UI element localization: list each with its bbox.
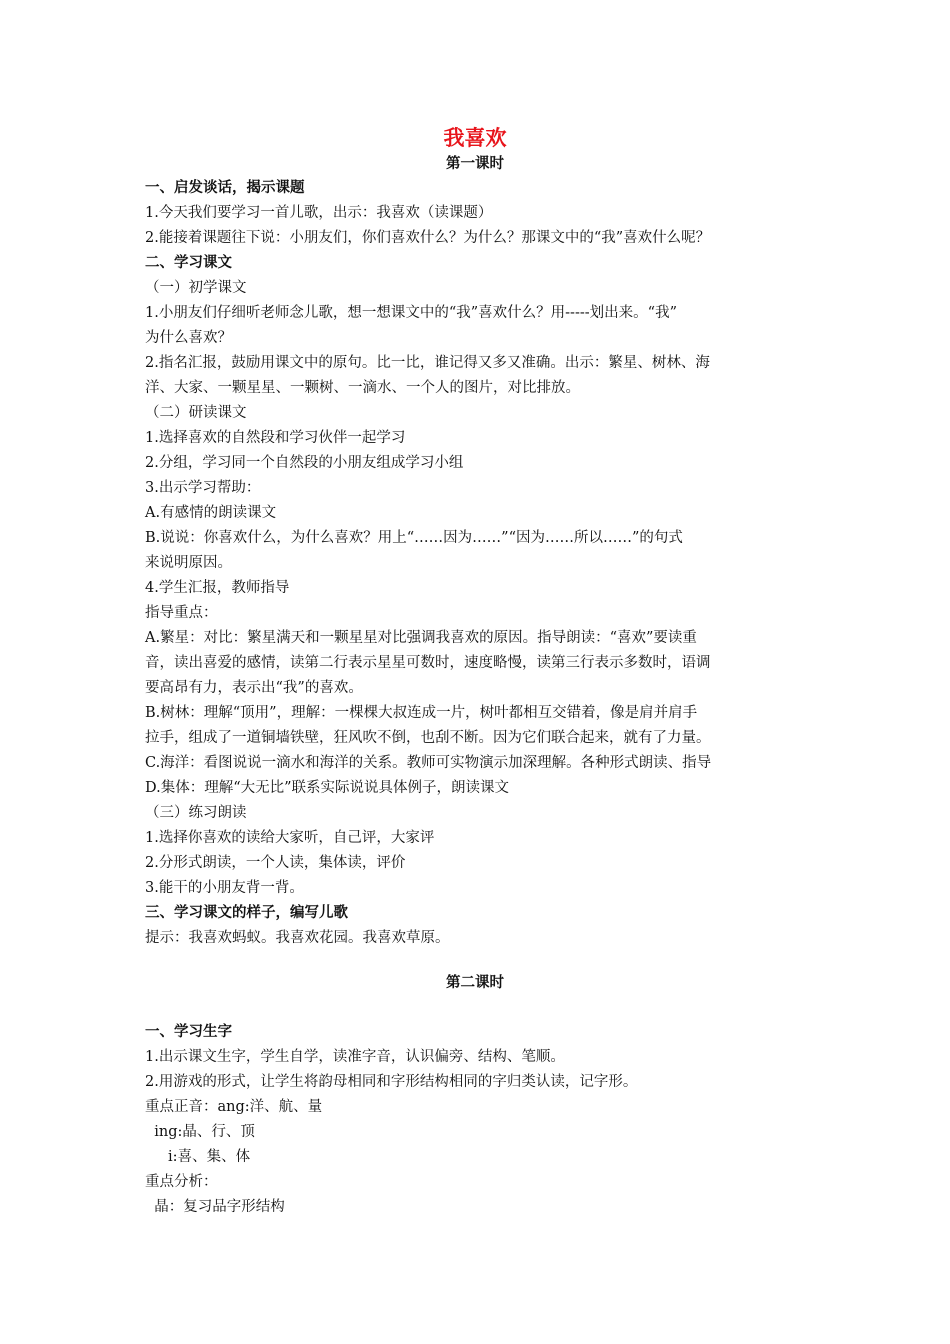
text-line: 重点正音：ang:洋、航、量 <box>145 1099 323 1115</box>
text-line: 3.出示学习帮助： <box>145 480 261 496</box>
text-line: A.繁星：对比：繁星满天和一颗星星对比强调我喜欢的原因。指导朗读：“喜欢”要读重 <box>145 630 697 646</box>
text-line: 1.今天我们要学习一首儿歌，出示：我喜欢（读课题） <box>145 205 493 221</box>
text-line: 要高昂有力，表示出“我”的喜欢。 <box>145 680 363 696</box>
text-line: A.有感情的朗读课文 <box>145 505 277 521</box>
document-title: 我喜欢 <box>443 126 507 150</box>
text-line: 3.能干的小朋友背一背。 <box>145 880 304 896</box>
text-line: 提示：我喜欢蚂蚁。我喜欢花园。我喜欢草原。 <box>145 930 450 946</box>
text-line: B.树林：理解“顶用”，理解：一棵棵大叔连成一片，树叶都相互交错着，像是肩并肩手 <box>145 705 698 721</box>
text-line: 2.分形式朗读，一个人读，集体读，评价 <box>145 855 406 871</box>
text-line: 音，读出喜爱的感情，读第二行表示星星可数时，速度略慢，读第三行表示多数时，语调 <box>145 655 711 671</box>
text-line: B.说说：你喜欢什么，为什么喜欢？用上“……因为……”“因为……所以……”的句式 <box>145 530 683 546</box>
text-line: 2.用游戏的形式，让学生将韵母相同和字形结构相同的字归类认读，记字形。 <box>145 1074 638 1090</box>
text-line: 拉手，组成了一道铜墙铁壁，狂风吹不倒，也刮不断。因为它们联合起来，就有了力量。 <box>145 730 711 746</box>
text-line: 4.学生汇报，教师指导 <box>145 580 290 596</box>
text-line: 2.能接着课题往下说：小朋友们，你们喜欢什么？为什么？那课文中的“我”喜欢什么呢？ <box>145 230 711 246</box>
text-line: 1.选择喜欢的自然段和学习伙伴一起学习 <box>145 430 406 446</box>
text-line: D.集体：理解“大无比”联系实际说说具体例子，朗读课文 <box>145 780 510 796</box>
lesson1-heading: 第一课时 <box>446 156 504 172</box>
section-heading: 二、学习课文 <box>145 255 232 271</box>
section-heading: 一、学习生字 <box>145 1024 232 1040</box>
lesson2-heading: 第二课时 <box>446 975 504 991</box>
text-line: 1.小朋友们仔细听老师念儿歌，想一想课文中的“我”喜欢什么？用-----划出来。“我” <box>145 305 677 321</box>
text-line: 2.分组，学习同一个自然段的小朋友组成学习小组 <box>145 455 464 471</box>
section-heading: 一、启发谈话，揭示课题 <box>145 180 305 196</box>
text-line: 重点分析： <box>145 1174 218 1190</box>
text-line: （二）研读课文 <box>145 405 247 421</box>
text-line: ing:晶、行、顶 <box>145 1124 255 1140</box>
text-line: （一）初学课文 <box>145 280 247 296</box>
text-line: 指导重点： <box>145 605 218 621</box>
text-line: i:喜、集、体 <box>145 1149 251 1165</box>
text-line: C.海洋：看图说说一滴水和海洋的关系。教师可实物演示加深理解。各种形式朗读、指导 <box>145 755 712 771</box>
text-line: 1.选择你喜欢的读给大家听，自己评，大家评 <box>145 830 435 846</box>
text-line: 2.指名汇报，鼓励用课文中的原句。比一比，谁记得又多又准确。出示：繁星、树林、海 <box>145 355 710 371</box>
text-line: 为什么喜欢？ <box>145 330 232 346</box>
lesson2-body <box>145 1020 810 1220</box>
lesson1-body <box>145 176 810 951</box>
text-line: 来说明原因。 <box>145 555 232 571</box>
text-line: 晶：复习品字形结构 <box>145 1199 285 1215</box>
text-line: 1.出示课文生字，学生自学，读准字音，认识偏旁、结构、笔顺。 <box>145 1049 565 1065</box>
text-line: 洋、大家、一颗星星、一颗树、一滴水、一个人的图片，对比排放。 <box>145 380 580 396</box>
section-heading: 三、学习课文的样子，编写儿歌 <box>145 905 348 921</box>
text-line: （三）练习朗读 <box>145 805 247 821</box>
